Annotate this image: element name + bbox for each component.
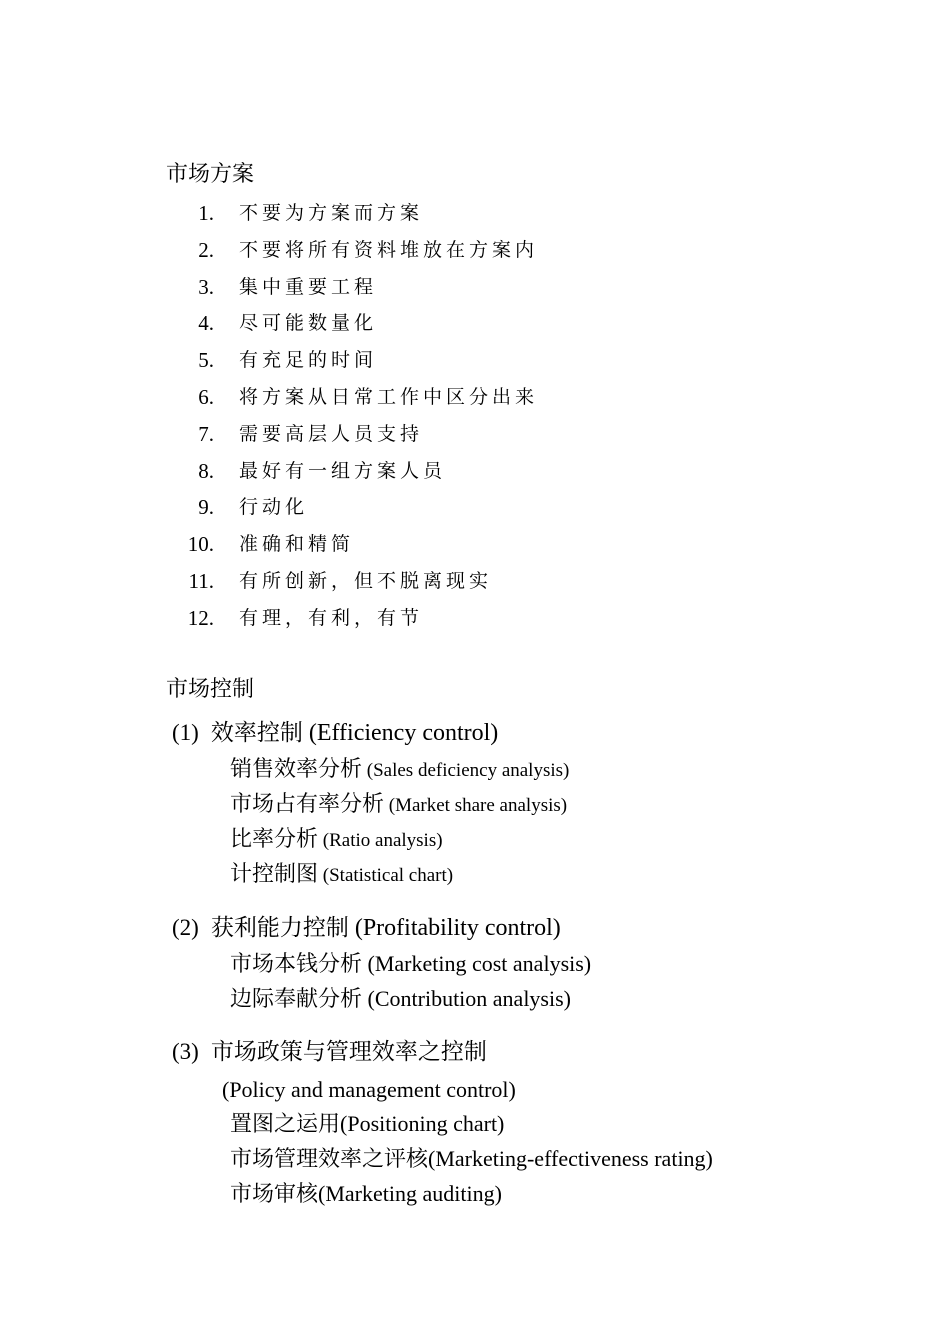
sub-item [230, 756, 569, 786]
sub-item [230, 826, 443, 856]
item-number: 5. [198, 348, 214, 373]
sub-item-cn: 比率分析 [230, 827, 319, 852]
section-marker: (2) [172, 915, 199, 940]
sub-item [230, 1110, 504, 1141]
sub-item-en: (Marketing-effectiveness rating) [428, 1146, 713, 1171]
sub-item-cn: 市场本钱分析 [230, 952, 363, 977]
item-number: 9. [198, 495, 214, 520]
sub-item [230, 950, 591, 981]
item-number: 11. [188, 568, 214, 593]
item-number: 6. [198, 384, 214, 409]
section-marker: (3) [172, 1039, 199, 1064]
item-number: 7. [198, 421, 214, 446]
sub-item [230, 1145, 713, 1176]
item-text: 有充足的时间 [239, 349, 378, 372]
section-title [172, 1037, 487, 1067]
item-text: 最好有一组方案人员 [239, 459, 447, 482]
item-text: 将方案从日常工作中区分出来 [239, 385, 539, 408]
sub-item-en: (Contribution analysis) [362, 986, 571, 1011]
sub-item-en: (Marketing cost analysis) [362, 951, 592, 976]
sub-item-cn: 市场审核 [230, 1182, 319, 1207]
sub-item-cn: 市场占有率分析 [230, 792, 385, 817]
sub-item-cn: 市场管理效率之评核 [230, 1147, 429, 1172]
item-number: 8. [198, 458, 214, 483]
section-title-en: (Policy and management control) [222, 1077, 516, 1102]
item-number: 12. [187, 605, 214, 630]
sub-item-cn: 边际奉献分析 [230, 987, 363, 1012]
section-title-cn: 市场政策与管理效率之控制 [210, 1039, 487, 1065]
section-marker: (1) [172, 720, 199, 745]
item-text: 需要高层人员支持 [239, 422, 424, 445]
item-number: 2. [198, 237, 214, 262]
item-text: 行动化 [239, 496, 309, 519]
item-number: 3. [198, 274, 214, 299]
sub-item-cn: 销售效率分析 [230, 757, 363, 782]
item-text: 有所创新，但不脱离现实 [239, 569, 493, 592]
section-title [172, 718, 498, 748]
section-title [172, 913, 561, 943]
item-text: 不要将所有资料堆放在方案内 [239, 238, 539, 261]
market-control-heading: 市场控制 [166, 677, 255, 702]
section-title-cn: 获利能力控制 [210, 915, 349, 941]
item-number: 4. [198, 311, 214, 336]
item-text: 准确和精简 [239, 533, 355, 556]
section-title-en: (Efficiency control) [302, 720, 499, 746]
sub-item [230, 791, 567, 821]
item-text: 尽可能数量化 [239, 312, 378, 335]
sub-item-en: (Market share analysis) [384, 795, 568, 816]
sub-item [230, 985, 571, 1016]
sub-item-en: (Positioning chart) [340, 1111, 505, 1136]
sub-item-en: (Statistical chart) [318, 865, 454, 886]
sub-item-en: (Ratio analysis) [318, 830, 443, 851]
item-text: 集中重要工程 [239, 275, 378, 298]
item-number: 1. [198, 201, 214, 225]
sub-item-cn: 计控制图 [230, 862, 319, 887]
sub-item [230, 1180, 502, 1211]
market-plan-heading: 市场方案 [166, 162, 255, 187]
sub-item [230, 861, 453, 891]
sub-item-en: (Sales deficiency analysis) [362, 760, 570, 781]
section-title-en: (Profitability control) [348, 915, 561, 941]
sub-item-cn: 置图之运用 [230, 1112, 341, 1137]
item-number: 10. [187, 532, 214, 557]
item-text: 不要为方案而方案 [239, 202, 424, 224]
sub-item-en: (Marketing auditing) [318, 1181, 502, 1206]
item-text: 有理，有利，有节 [239, 606, 424, 629]
section-title-cn: 效率控制 [210, 720, 303, 746]
